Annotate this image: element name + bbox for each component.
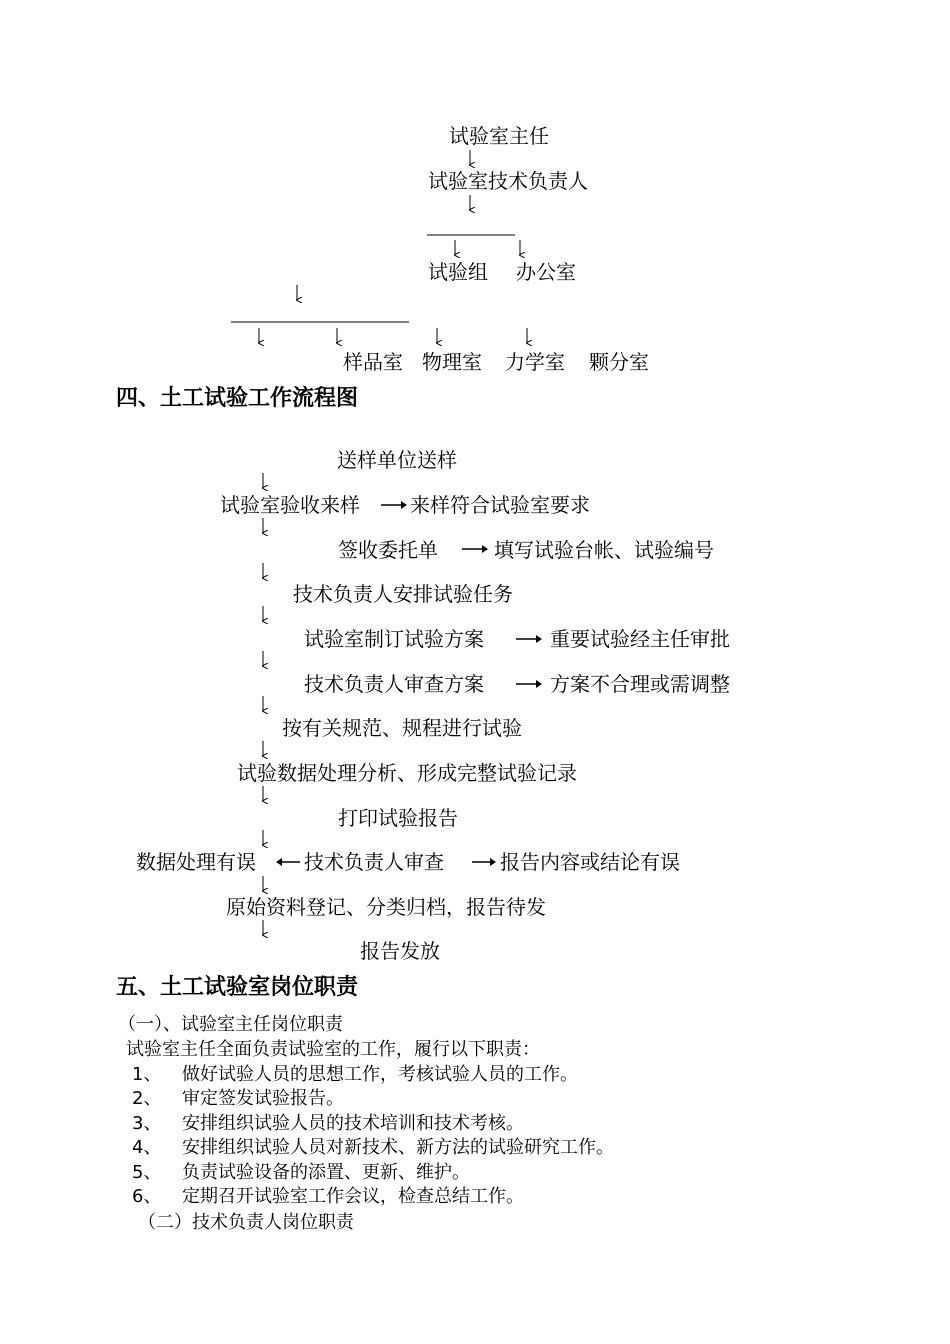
- org-office: 办公室: [516, 260, 576, 284]
- org-tech-lead: 试验室技术负责人: [428, 169, 588, 193]
- list-item-number: 1、: [132, 1064, 162, 1085]
- list-item: 负责试验设备的添置、更新、维护。: [182, 1162, 470, 1183]
- org-test-group: 试验组: [428, 260, 488, 284]
- subsection-1-intro: 试验室主任全面负责试验室的工作，履行以下职责：: [126, 1039, 540, 1060]
- section-5-title: 五、土工试验室岗位职责: [116, 975, 359, 1000]
- list-item: 做好试验人员的思想工作，考核试验人员的工作。: [182, 1064, 578, 1085]
- list-item-number: 5、: [132, 1162, 162, 1183]
- list-item: 定期召开试验室工作会议，检查总结工作。: [182, 1186, 524, 1207]
- section-4-title: 四、土工试验工作流程图: [116, 386, 359, 411]
- org-room-physics: 物理室: [422, 350, 482, 374]
- org-room-mechanics: 力学室: [505, 350, 565, 374]
- flow-step-side: 方案不合理或需调整: [550, 672, 730, 696]
- flow-step: 报告发放: [360, 939, 440, 963]
- list-item-number: 2、: [132, 1088, 162, 1109]
- flow-step-side: 填写试验台帐、试验编号: [494, 538, 714, 562]
- flow-step-side: 报告内容或结论有误: [500, 850, 680, 874]
- flow-step: 试验室制订试验方案: [304, 627, 484, 651]
- flow-step: 送样单位送样: [337, 448, 457, 472]
- flow-step-left: 数据处理有误: [136, 850, 256, 874]
- list-item-number: 3、: [132, 1113, 162, 1134]
- org-director: 试验室主任: [449, 124, 549, 148]
- subsection-1-title: （一）、试验室主任岗位职责: [118, 1014, 343, 1035]
- subsection-2-title: （二）技术负责人岗位职责: [138, 1212, 354, 1233]
- flow-step: 打印试验报告: [338, 806, 458, 830]
- flow-step: 技术负责人审查方案: [304, 672, 484, 696]
- flow-step: 技术负责人审查: [304, 850, 444, 874]
- list-item: 安排组织试验人员的技术培训和技术考核。: [182, 1113, 524, 1134]
- flow-step-side: 来样符合试验室要求: [410, 493, 590, 517]
- flow-step: 原始资料登记、分类归档，报告待发: [226, 895, 546, 919]
- list-item-number: 4、: [132, 1137, 162, 1158]
- list-item: 安排组织试验人员对新技术、新方法的试验研究工作。: [182, 1137, 614, 1158]
- list-item: 审定签发试验报告。: [182, 1088, 344, 1109]
- org-room-grain: 颗分室: [589, 350, 649, 374]
- list-item-number: 6、: [132, 1186, 162, 1207]
- flow-step: 试验数据处理分析、形成完整试验记录: [237, 761, 577, 785]
- org-room-sample: 样品室: [343, 350, 403, 374]
- flow-step: 按有关规范、规程进行试验: [282, 716, 522, 740]
- flow-step-side: 重要试验经主任审批: [550, 627, 730, 651]
- flow-step: 试验室验收来样: [220, 493, 360, 517]
- flow-step: 技术负责人安排试验任务: [293, 582, 513, 606]
- flow-step: 签收委托单: [338, 538, 438, 562]
